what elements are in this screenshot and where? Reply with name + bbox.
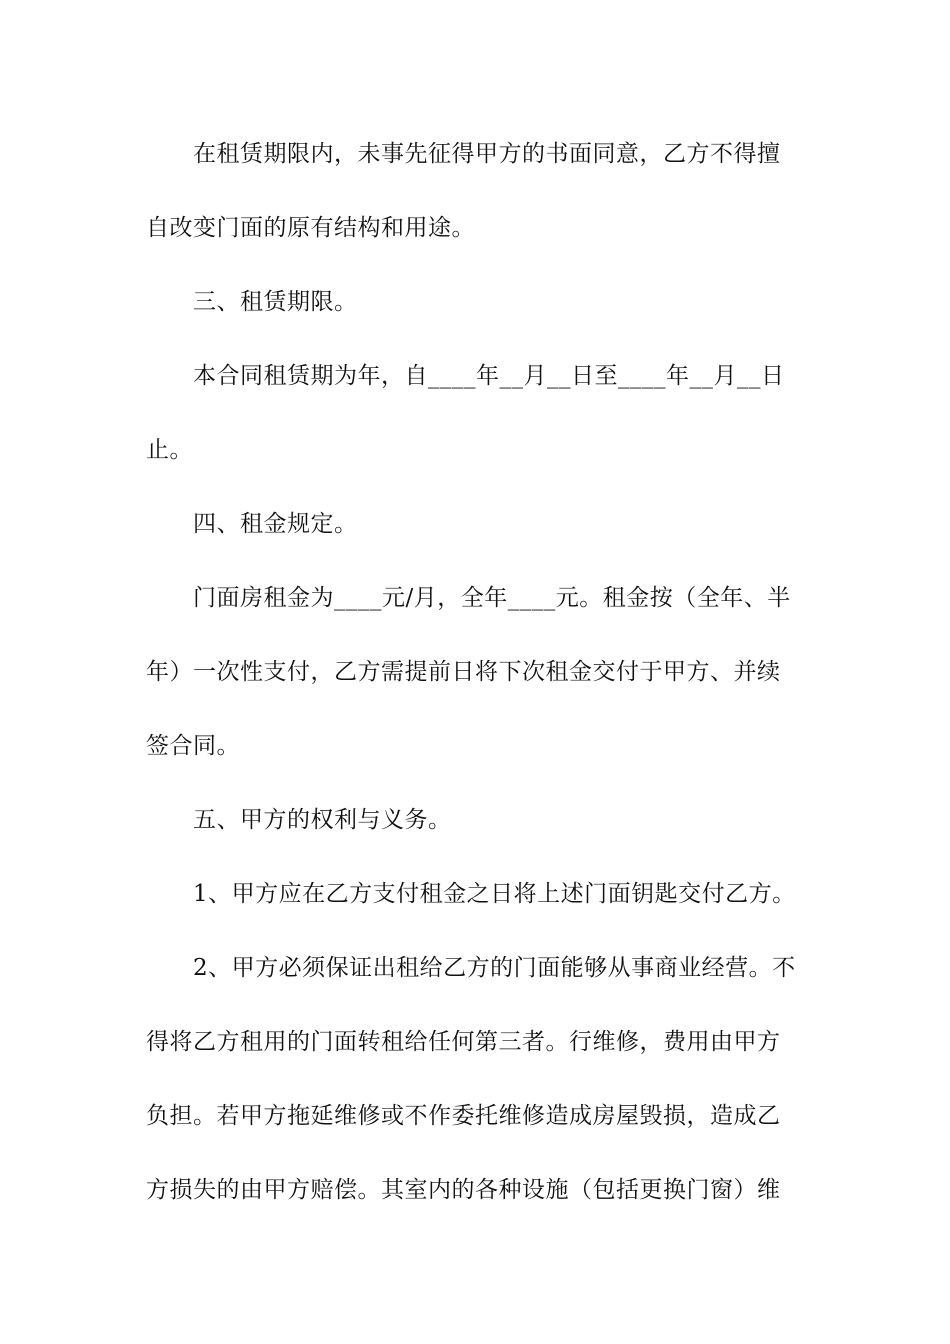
- document-body: [146, 120, 806, 1230]
- text-line: 年）一次性支付，乙方需提前日将下次租金交付于甲方、并续: [146, 659, 781, 685]
- text-line: 本合同租赁期为年，自____年__月__日至____年__月__日: [193, 363, 785, 389]
- text-line: 得将乙方租用的门面转租给任何第三者。行维修，费用由甲方: [146, 1029, 781, 1055]
- text-line: 止。: [146, 437, 193, 463]
- section-heading: 四、租金规定。: [193, 511, 358, 537]
- text-line: 自改变门面的原有结构和用途。: [146, 215, 475, 241]
- text-line: 门面房租金为____元/月，全年____元。租金按（全年、半: [193, 585, 791, 611]
- text-line: 负担。若甲方拖延维修或不作委托维修造成房屋毁损，造成乙: [146, 1103, 781, 1129]
- section-heading: 三、租赁期限。: [193, 289, 358, 315]
- text-line: 2、甲方必须保证出租给乙方的门面能够从事商业经营。不: [193, 955, 796, 981]
- text-line: 方损失的由甲方赔偿。其室内的各种设施（包括更换门窗）维: [146, 1177, 781, 1203]
- text-line: 1、甲方应在乙方支付租金之日将上述门面钥匙交付乙方。: [193, 881, 796, 907]
- text-line: 签合同。: [146, 733, 240, 759]
- section-heading: 五、甲方的权利与义务。: [193, 807, 452, 833]
- text-line: 在租赁期限内，未事先征得甲方的书面同意，乙方不得擅: [193, 141, 781, 167]
